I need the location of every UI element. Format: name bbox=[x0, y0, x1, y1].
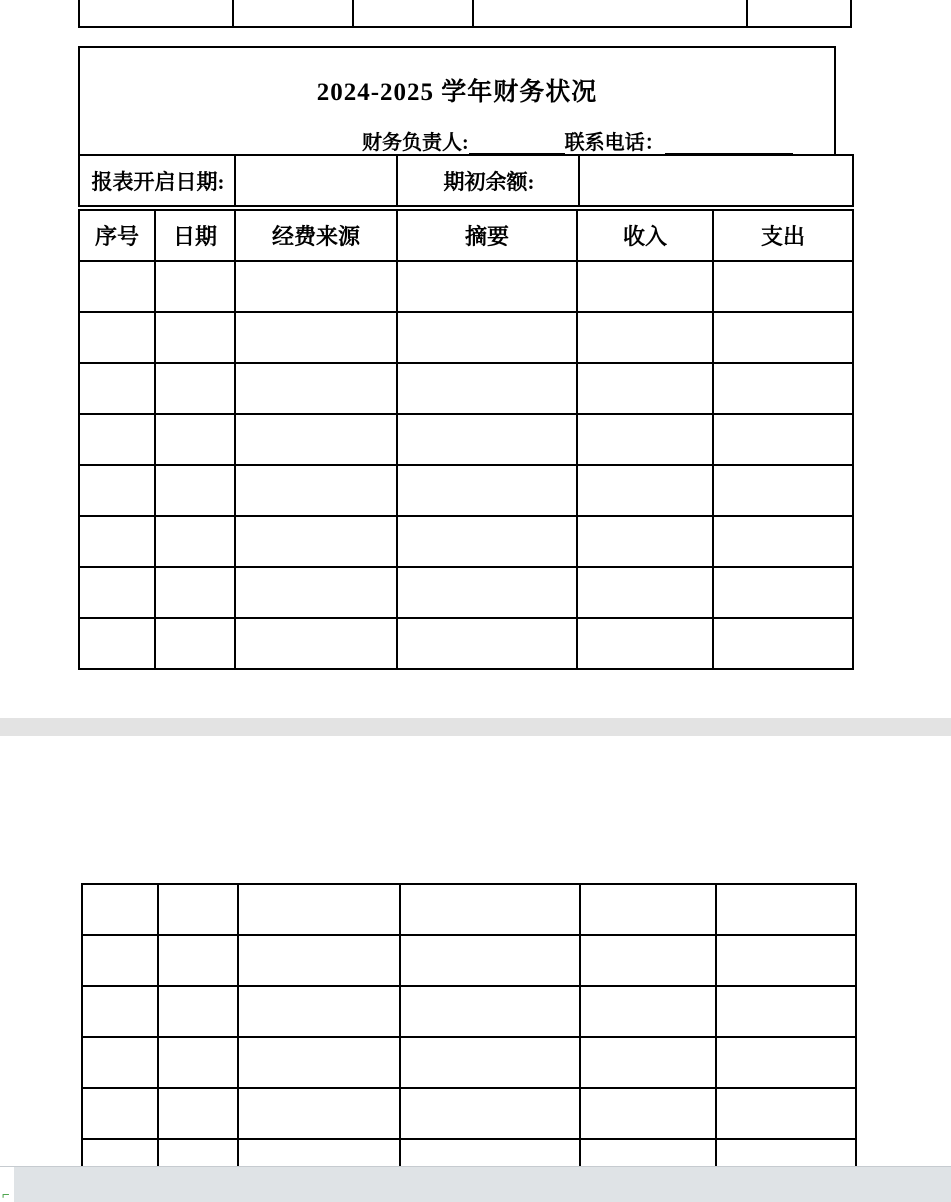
signature-line bbox=[80, 126, 834, 155]
table-row bbox=[79, 363, 853, 414]
cell-summary[interactable] bbox=[397, 465, 577, 516]
cell-income[interactable] bbox=[580, 986, 716, 1037]
clipped-top-table bbox=[78, 0, 852, 28]
cell-summary[interactable] bbox=[397, 363, 577, 414]
column-header-date: 日期 bbox=[155, 210, 235, 261]
cell-income[interactable] bbox=[577, 516, 713, 567]
cell-summary[interactable] bbox=[400, 986, 580, 1037]
cell-expense[interactable] bbox=[713, 414, 853, 465]
cell-source[interactable] bbox=[235, 465, 397, 516]
cell-summary[interactable] bbox=[397, 312, 577, 363]
finance-officer-blank bbox=[469, 132, 565, 155]
cell-source[interactable] bbox=[235, 261, 397, 312]
cell-date[interactable] bbox=[158, 1037, 238, 1088]
table-row bbox=[82, 986, 856, 1037]
table-row bbox=[79, 155, 853, 206]
cell-date[interactable] bbox=[155, 363, 235, 414]
status-marker-icon: ⌐ bbox=[2, 1187, 10, 1202]
cell-source[interactable] bbox=[238, 1088, 400, 1139]
cell-expense[interactable] bbox=[716, 1088, 856, 1139]
title-band bbox=[78, 46, 836, 154]
table-row bbox=[82, 1037, 856, 1088]
table-row bbox=[79, 312, 853, 363]
cell-expense[interactable] bbox=[713, 261, 853, 312]
meta-table bbox=[78, 154, 854, 207]
cell-summary[interactable] bbox=[400, 884, 580, 935]
cell-source[interactable] bbox=[235, 516, 397, 567]
table-row bbox=[79, 0, 851, 27]
cell-date[interactable] bbox=[158, 986, 238, 1037]
table-row bbox=[79, 261, 853, 312]
finance-ledger-table bbox=[78, 209, 854, 670]
cell-source[interactable] bbox=[235, 312, 397, 363]
cell-expense[interactable] bbox=[713, 618, 853, 669]
cell-summary[interactable] bbox=[397, 414, 577, 465]
document-page-2 bbox=[0, 736, 951, 1166]
start-date-label: 报表开启日期: bbox=[79, 155, 235, 206]
cell-expense[interactable] bbox=[713, 516, 853, 567]
cell-index[interactable] bbox=[79, 516, 155, 567]
cell-index[interactable] bbox=[82, 935, 158, 986]
cell-index[interactable] bbox=[82, 1088, 158, 1139]
start-date-value[interactable] bbox=[235, 155, 397, 206]
cell bbox=[353, 0, 473, 27]
cell-summary[interactable] bbox=[397, 516, 577, 567]
cell-source[interactable] bbox=[235, 363, 397, 414]
cell-date[interactable] bbox=[155, 261, 235, 312]
cell-index[interactable] bbox=[79, 363, 155, 414]
contact-phone-label: 联系电话： bbox=[564, 132, 665, 154]
cell bbox=[79, 0, 233, 27]
cell bbox=[233, 0, 353, 27]
cell-date[interactable] bbox=[158, 1088, 238, 1139]
cell-date[interactable] bbox=[155, 567, 235, 618]
column-header-source: 经费来源 bbox=[235, 210, 397, 261]
cell-source[interactable] bbox=[235, 567, 397, 618]
cell-date[interactable] bbox=[155, 465, 235, 516]
cell-index[interactable] bbox=[79, 261, 155, 312]
cell-index[interactable] bbox=[82, 986, 158, 1037]
cell bbox=[473, 0, 747, 27]
cell-date[interactable] bbox=[155, 312, 235, 363]
cell-index[interactable] bbox=[79, 618, 155, 669]
cell-summary[interactable] bbox=[397, 618, 577, 669]
table-row bbox=[79, 516, 853, 567]
cell-source[interactable] bbox=[238, 884, 400, 935]
page-separator bbox=[0, 718, 951, 736]
table-row bbox=[79, 567, 853, 618]
cell-income[interactable] bbox=[580, 884, 716, 935]
column-header-income: 收入 bbox=[577, 210, 713, 261]
cell-expense[interactable] bbox=[713, 312, 853, 363]
table-row bbox=[82, 935, 856, 986]
cell-income[interactable] bbox=[580, 1037, 716, 1088]
column-header-index: 序号 bbox=[79, 210, 155, 261]
cell-income[interactable] bbox=[577, 567, 713, 618]
cell-index[interactable] bbox=[82, 1037, 158, 1088]
cell-index[interactable] bbox=[79, 465, 155, 516]
page-title: 2024-2025 学年财务状况 bbox=[316, 79, 598, 106]
column-header-expense: 支出 bbox=[713, 210, 853, 261]
cell-summary[interactable] bbox=[400, 1037, 580, 1088]
cell-expense[interactable] bbox=[716, 884, 856, 935]
cell-source[interactable] bbox=[235, 414, 397, 465]
cell-index[interactable] bbox=[79, 567, 155, 618]
cell-income[interactable] bbox=[577, 363, 713, 414]
cell-income[interactable] bbox=[580, 1088, 716, 1139]
cell-income[interactable] bbox=[577, 414, 713, 465]
cell-index[interactable] bbox=[82, 884, 158, 935]
cell-expense[interactable] bbox=[713, 567, 853, 618]
cell-source[interactable] bbox=[238, 986, 400, 1037]
table-row bbox=[79, 414, 853, 465]
cell-expense[interactable] bbox=[716, 935, 856, 986]
cell-income[interactable] bbox=[577, 618, 713, 669]
second-page-table bbox=[81, 883, 857, 1191]
table-row bbox=[79, 618, 853, 669]
cell bbox=[747, 0, 851, 27]
cell-index[interactable] bbox=[79, 312, 155, 363]
column-header-summary: 摘要 bbox=[397, 210, 577, 261]
cell-summary[interactable] bbox=[397, 261, 577, 312]
cell-source[interactable] bbox=[238, 1037, 400, 1088]
table-row bbox=[79, 465, 853, 516]
cell-expense[interactable] bbox=[713, 465, 853, 516]
cell-source[interactable] bbox=[235, 618, 397, 669]
cell-income[interactable] bbox=[577, 312, 713, 363]
cell-source[interactable] bbox=[238, 935, 400, 986]
cell-date[interactable] bbox=[155, 414, 235, 465]
cell-date[interactable] bbox=[155, 516, 235, 567]
table-header-row bbox=[79, 210, 853, 261]
cell-date[interactable] bbox=[158, 935, 238, 986]
contact-phone-blank bbox=[665, 132, 793, 155]
cell-expense[interactable] bbox=[713, 363, 853, 414]
cell-date[interactable] bbox=[158, 884, 238, 935]
status-bar bbox=[0, 1166, 951, 1202]
cell-income[interactable] bbox=[577, 261, 713, 312]
cell-income[interactable] bbox=[577, 465, 713, 516]
cell-income[interactable] bbox=[580, 935, 716, 986]
cell-expense[interactable] bbox=[716, 1037, 856, 1088]
cell-index[interactable] bbox=[79, 414, 155, 465]
cell-summary[interactable] bbox=[400, 935, 580, 986]
table-row bbox=[82, 1088, 856, 1139]
opening-balance-label: 期初余额: bbox=[397, 155, 579, 206]
cell-summary[interactable] bbox=[400, 1088, 580, 1139]
table-row bbox=[82, 884, 856, 935]
cell-expense[interactable] bbox=[716, 986, 856, 1037]
finance-officer-label: 财务负责人: bbox=[362, 132, 469, 154]
cell-date[interactable] bbox=[155, 618, 235, 669]
cell-summary[interactable] bbox=[397, 567, 577, 618]
opening-balance-value[interactable] bbox=[579, 155, 853, 206]
